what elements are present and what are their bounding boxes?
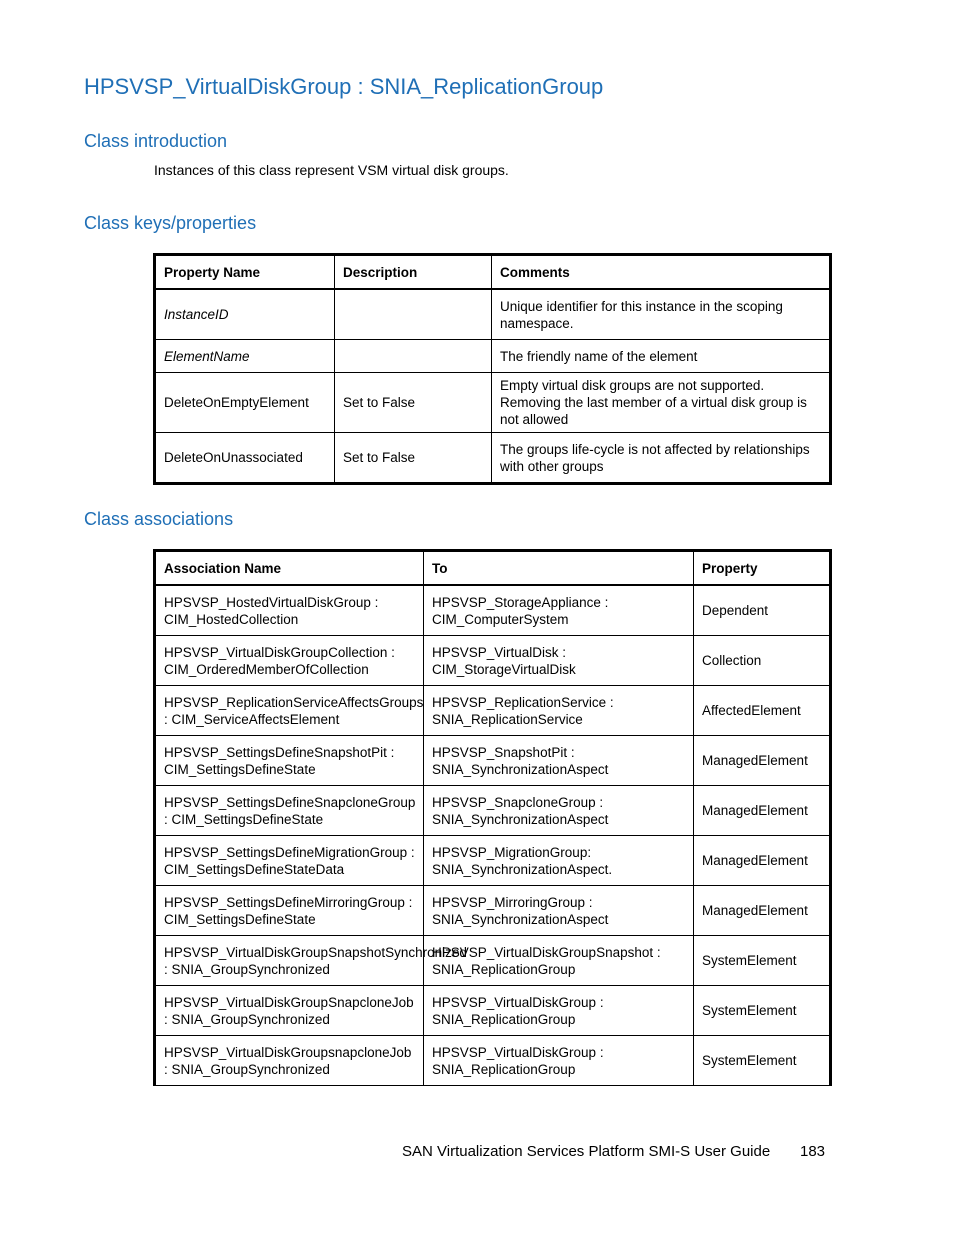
association-name-cell: HPSVSP_VirtualDiskGroupSnapshotSynchronized : SNIA_GroupSynchronized	[155, 936, 424, 986]
association-name-cell: HPSVSP_SettingsDefineSnapshotPit : CIM_SettingsDefineState	[155, 736, 424, 786]
table-row	[155, 433, 831, 484]
association-name-cell: HPSVSP_HostedVirtualDiskGroup : CIM_HostedCollection	[155, 585, 424, 636]
page-title: HPSVSP_VirtualDiskGroup : SNIA_ReplicationGroup	[84, 74, 604, 99]
association-to-cell: HPSVSP_VirtualDiskGroup : SNIA_ReplicationGroup	[424, 986, 694, 1036]
associations-table	[153, 549, 832, 1086]
table-row	[155, 636, 831, 686]
table-row	[155, 289, 831, 340]
association-to-cell: HPSVSP_VirtualDisk : CIM_StorageVirtualDisk	[424, 636, 694, 686]
association-name-cell: HPSVSP_SettingsDefineMigrationGroup : CIM_SettingsDefineStateData	[155, 836, 424, 886]
table-row	[155, 736, 831, 786]
table-row	[155, 836, 831, 886]
association-to-cell: HPSVSP_VirtualDiskGroup : SNIA_ReplicationGroup	[424, 1036, 694, 1086]
table-row	[155, 786, 831, 836]
property-name-cell: InstanceID	[155, 289, 335, 340]
association-property-cell: ManagedElement	[694, 836, 831, 886]
association-to-cell: HPSVSP_SnapshotPit : SNIA_SynchronizationAspect	[424, 736, 694, 786]
association-property-cell: Collection	[694, 636, 831, 686]
association-property-cell: SystemElement	[694, 1036, 831, 1086]
association-to-cell: HPSVSP_VirtualDiskGroupSnapshot : SNIA_ReplicationGroup	[424, 936, 694, 986]
table-header-row	[155, 551, 831, 586]
association-to-cell: HPSVSP_MigrationGroup: SNIA_SynchronizationAspect.	[424, 836, 694, 886]
property-name-cell: ElementName	[155, 340, 335, 373]
property-description-cell	[335, 340, 492, 373]
footer-guide-title: SAN Virtualization Services Platform SMI-S User Guide	[402, 1143, 771, 1160]
association-property-cell: SystemElement	[694, 986, 831, 1036]
column-header: To	[424, 551, 694, 586]
property-description-cell	[335, 289, 492, 340]
association-to-cell: HPSVSP_MirroringGroup : SNIA_SynchronizationAspect	[424, 886, 694, 936]
property-name-cell: DeleteOnEmptyElement	[155, 373, 335, 433]
association-name-cell: HPSVSP_VirtualDiskGroupSnapcloneJob : SNIA_GroupSynchronized	[155, 986, 424, 1036]
association-to-cell: HPSVSP_StorageAppliance : CIM_ComputerSystem	[424, 585, 694, 636]
property-comments-cell: Empty virtual disk groups are not supported. Removing the last member of a virtual disk group is not allowed	[492, 373, 831, 433]
table-row	[155, 585, 831, 636]
property-comments-cell: Unique identifier for this instance in the scoping namespace.	[492, 289, 831, 340]
association-property-cell: SystemElement	[694, 936, 831, 986]
association-to-cell: HPSVSP_SnapcloneGroup : SNIA_SynchronizationAspect	[424, 786, 694, 836]
column-header: Description	[335, 255, 492, 290]
table-header-row	[155, 255, 831, 290]
table-row	[155, 1036, 831, 1086]
association-property-cell: Dependent	[694, 585, 831, 636]
association-name-cell: HPSVSP_VirtualDiskGroupCollection : CIM_OrderedMemberOfCollection	[155, 636, 424, 686]
association-property-cell: ManagedElement	[694, 736, 831, 786]
association-name-cell: HPSVSP_ReplicationServiceAffectsGroups : CIM_ServiceAffectsElement	[155, 686, 424, 736]
properties-table	[153, 253, 832, 485]
column-header: Property	[694, 551, 831, 586]
association-to-cell: HPSVSP_ReplicationService : SNIA_ReplicationService	[424, 686, 694, 736]
property-description-cell: Set to False	[335, 433, 492, 484]
association-name-cell: HPSVSP_VirtualDiskGroupsnapcloneJob : SNIA_GroupSynchronized	[155, 1036, 424, 1086]
column-header: Association Name	[155, 551, 424, 586]
class-introduction-heading: Class introduction	[84, 131, 228, 151]
association-property-cell: ManagedElement	[694, 886, 831, 936]
column-header: Comments	[492, 255, 831, 290]
table-row	[155, 686, 831, 736]
column-header: Property Name	[155, 255, 335, 290]
association-property-cell: ManagedElement	[694, 786, 831, 836]
property-comments-cell: The groups life-cycle is not affected by relationships with other groups	[492, 433, 831, 484]
table-row	[155, 340, 831, 373]
table-row	[155, 936, 831, 986]
class-introduction-text: Instances of this class represent VSM virtual disk groups.	[154, 162, 509, 178]
property-name-cell: DeleteOnUnassociated	[155, 433, 335, 484]
table-row	[155, 373, 831, 433]
table-row	[155, 886, 831, 936]
association-name-cell: HPSVSP_SettingsDefineMirroringGroup : CIM_SettingsDefineState	[155, 886, 424, 936]
table-row	[155, 986, 831, 1036]
class-keys-properties-heading: Class keys/properties	[84, 213, 257, 233]
association-property-cell: AffectedElement	[694, 686, 831, 736]
property-comments-cell: The friendly name of the element	[492, 340, 831, 373]
association-name-cell: HPSVSP_SettingsDefineSnapcloneGroup : CIM_SettingsDefineState	[155, 786, 424, 836]
class-associations-heading: Class associations	[84, 509, 234, 529]
property-description-cell: Set to False	[335, 373, 492, 433]
page-number: 183	[800, 1143, 826, 1160]
